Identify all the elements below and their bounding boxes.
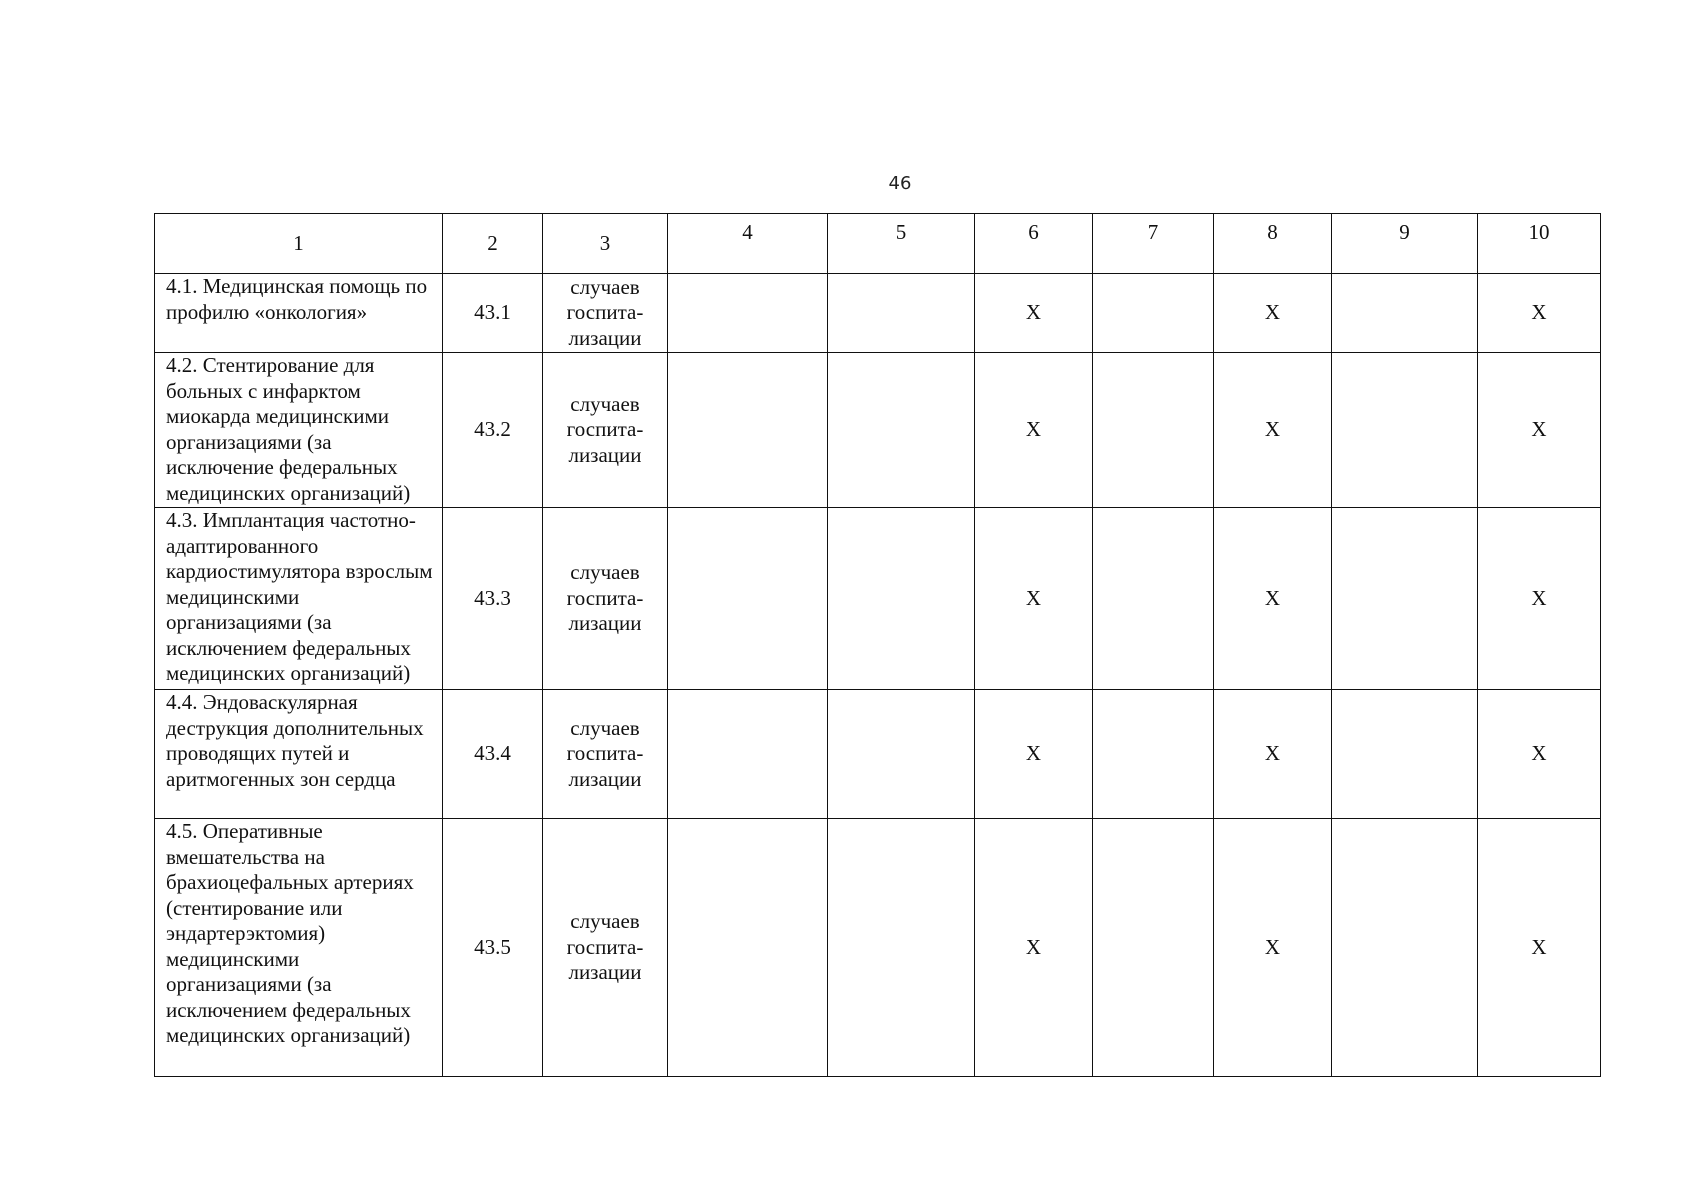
header-cell: 4 <box>668 214 828 274</box>
row-cell-6: Х <box>975 274 1093 353</box>
row-cell-10: Х <box>1478 819 1601 1077</box>
row-cell-6: Х <box>975 690 1093 819</box>
row-code-cell: 43.5 <box>443 819 543 1077</box>
row-unit-cell: случаев госпита-лизации <box>543 508 668 690</box>
row-cell-6: Х <box>975 819 1093 1077</box>
row-cell-5 <box>828 690 975 819</box>
row-cell-8: Х <box>1214 274 1332 353</box>
row-unit-cell: случаев госпита-лизации <box>543 274 668 353</box>
row-cell-10: Х <box>1478 690 1601 819</box>
row-cell-9 <box>1332 819 1478 1077</box>
row-cell-8: Х <box>1214 690 1332 819</box>
row-cell-9 <box>1332 353 1478 508</box>
row-unit-cell: случаев госпита-лизации <box>543 819 668 1077</box>
row-cell-10: Х <box>1478 508 1601 690</box>
table-row <box>155 690 1601 819</box>
header-cell: 10 <box>1478 214 1601 274</box>
row-cell-7 <box>1093 274 1214 353</box>
row-cell-7 <box>1093 690 1214 819</box>
table-row <box>155 353 1601 508</box>
row-cell-5 <box>828 353 975 508</box>
row-name-cell: 4.2. Стентирование для больных с инфарктом миокарда медицинскими организациями (за исключение федеральных медицинских организаций) <box>155 353 443 508</box>
row-cell-7 <box>1093 508 1214 690</box>
row-name-cell: 4.4. Эндоваскулярная деструкция дополнительных проводящих путей и аритмогенных зон сердца <box>155 690 443 819</box>
row-cell-8: Х <box>1214 353 1332 508</box>
row-cell-8: Х <box>1214 508 1332 690</box>
row-cell-6: Х <box>975 353 1093 508</box>
header-cell: 5 <box>828 214 975 274</box>
header-cell: 7 <box>1093 214 1214 274</box>
row-cell-10: Х <box>1478 274 1601 353</box>
row-cell-5 <box>828 508 975 690</box>
row-cell-7 <box>1093 819 1214 1077</box>
table-row <box>155 508 1601 690</box>
table-row <box>155 274 1601 353</box>
row-cell-5 <box>828 274 975 353</box>
header-cell: 9 <box>1332 214 1478 274</box>
row-code-cell: 43.3 <box>443 508 543 690</box>
row-cell-4 <box>668 353 828 508</box>
page-number: 46 <box>888 173 912 194</box>
header-cell: 8 <box>1214 214 1332 274</box>
row-cell-6: Х <box>975 508 1093 690</box>
row-cell-4 <box>668 508 828 690</box>
table-header-row <box>155 214 1601 274</box>
row-code-cell: 43.2 <box>443 353 543 508</box>
row-cell-9 <box>1332 274 1478 353</box>
row-name-cell: 4.3. Имплантация частотно-адаптированного кардиостимулятора взрослым медицинскими организациями (за исключением федеральных медицинских организаций) <box>155 508 443 690</box>
row-cell-8: Х <box>1214 819 1332 1077</box>
data-table <box>154 213 1601 1077</box>
row-cell-4 <box>668 274 828 353</box>
row-cell-4 <box>668 690 828 819</box>
row-name-cell: 4.1. Медицинская помощь по профилю «онкология» <box>155 274 443 353</box>
row-cell-9 <box>1332 508 1478 690</box>
row-cell-4 <box>668 819 828 1077</box>
row-cell-10: Х <box>1478 353 1601 508</box>
header-cell: 1 <box>155 214 443 274</box>
row-code-cell: 43.1 <box>443 274 543 353</box>
header-cell: 2 <box>443 214 543 274</box>
row-unit-cell: случаев госпита-лизации <box>543 353 668 508</box>
header-cell: 6 <box>975 214 1093 274</box>
table-row <box>155 819 1601 1077</box>
header-cell: 3 <box>543 214 668 274</box>
row-name-cell: 4.5. Оперативные вмешательства на брахиоцефальных артериях (стентирование или эндартерэктомия) медицинскими организациями (за исключением федеральных медицинских организаций) <box>155 819 443 1077</box>
row-cell-9 <box>1332 690 1478 819</box>
row-unit-cell: случаев госпита-лизации <box>543 690 668 819</box>
row-cell-5 <box>828 819 975 1077</box>
row-code-cell: 43.4 <box>443 690 543 819</box>
row-cell-7 <box>1093 353 1214 508</box>
